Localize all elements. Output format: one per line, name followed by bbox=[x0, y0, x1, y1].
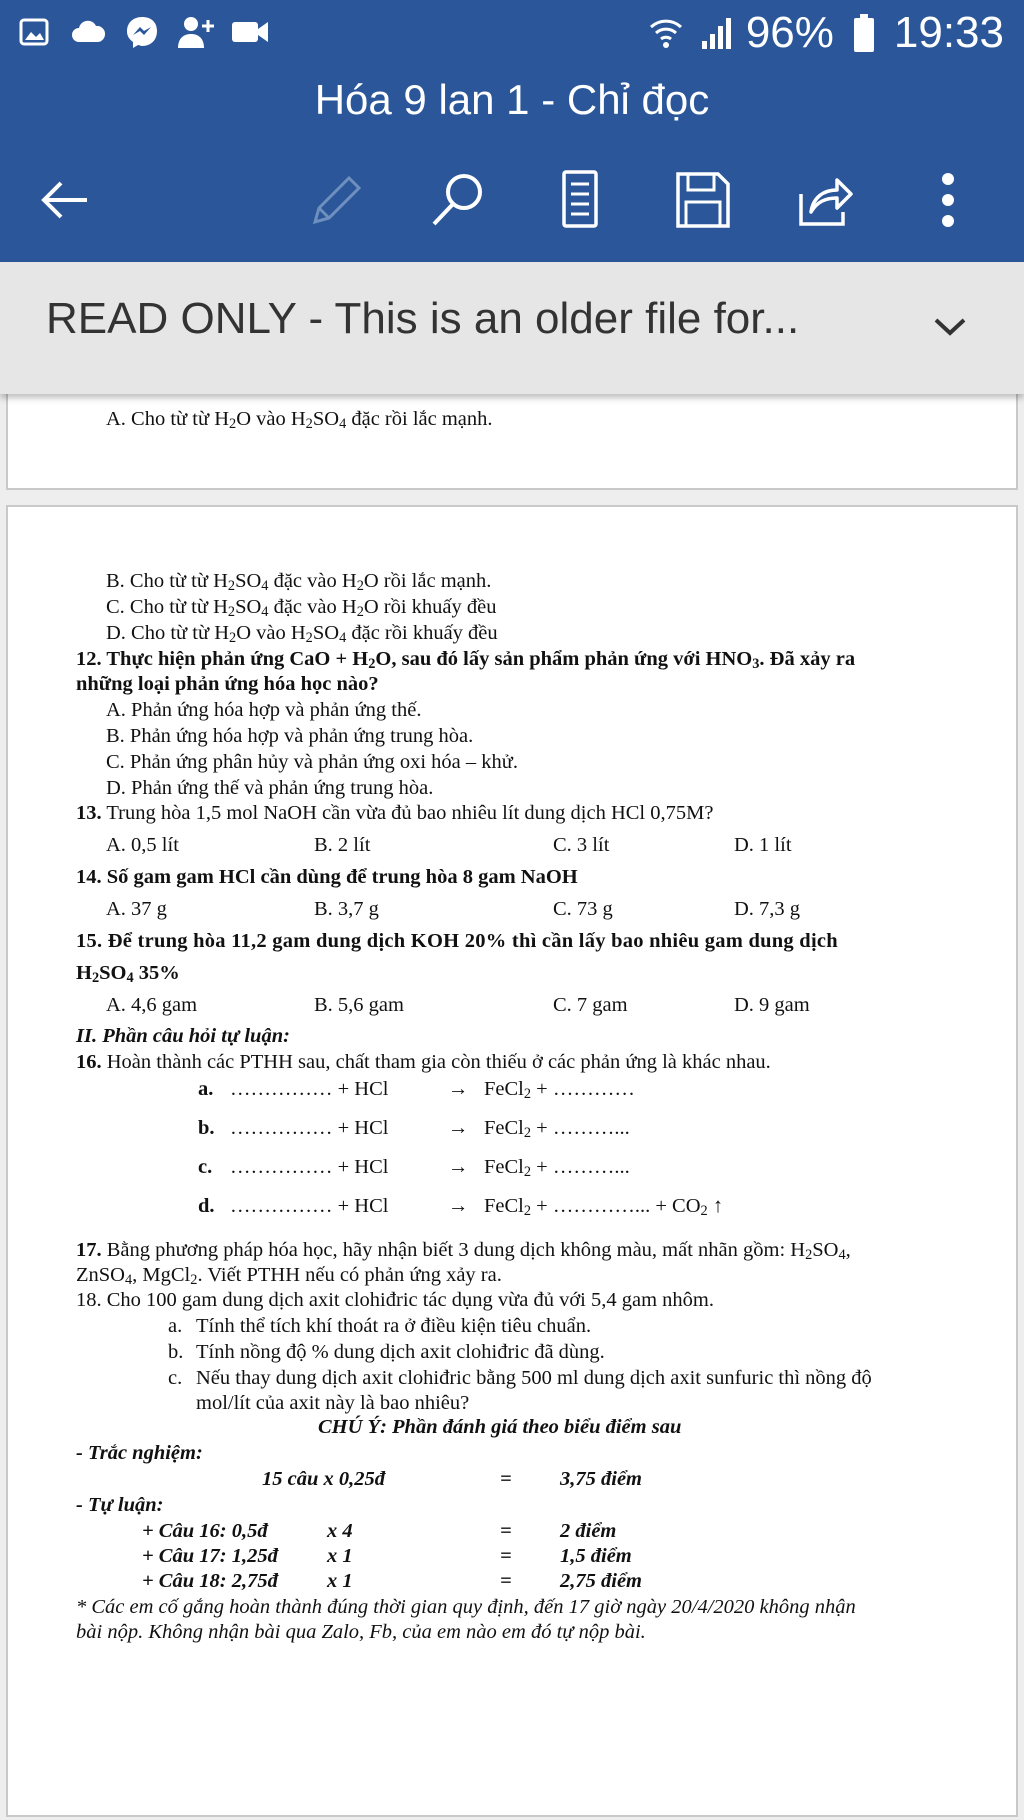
cloud-icon bbox=[68, 12, 108, 52]
q18-part-b: Tính nồng độ % dung dịch axit clohiđric đã dùng. bbox=[196, 1341, 605, 1363]
edit-button[interactable] bbox=[295, 160, 375, 240]
q13-text: 13. Trung hòa 1,5 mol NaOH cần vừa đủ bao nhiêu lít dung dịch HCl 0,75M? bbox=[76, 802, 714, 824]
battery-icon bbox=[844, 13, 884, 53]
q16-row-b: b. …………… + HCl → FeCl$_2$ + ………... bbox=[198, 1117, 630, 1141]
app-header bbox=[0, 0, 1024, 262]
q18-part-a-label: a. bbox=[168, 1315, 183, 1337]
q15-option-a: A. 4,6 gam bbox=[106, 994, 198, 1016]
pencil-icon bbox=[303, 168, 367, 232]
essay-row-q17: + Câu 17: 1,25đ x 1 = 1,5 điểm bbox=[142, 1545, 632, 1567]
q12-text-line2: những loại phản ứng hóa học nào? bbox=[76, 673, 379, 695]
q18-part-c-line1: Nếu thay dung dịch axit clohiđric bằng 500 ml dung dịch axit sunfuric thì nồng độ bbox=[196, 1367, 872, 1389]
multiple-choice-calc: 15 câu x 0,25đ bbox=[262, 1468, 385, 1490]
battery-percent: 96% bbox=[745, 8, 834, 57]
save-icon bbox=[670, 168, 734, 232]
q16-row-d: d. …………… + HCl → FeCl$_2$ + …………... + $CO_2$ ↑ bbox=[198, 1195, 724, 1219]
q17-text-line1: 17. Bằng phương pháp hóa học, hãy nhận biết 3 dung dịch không màu, mất nhãn gồm: $H_2SO_4$, bbox=[76, 1239, 851, 1263]
wifi-icon bbox=[646, 13, 686, 53]
messenger-icon bbox=[122, 12, 162, 52]
save-button[interactable] bbox=[662, 160, 742, 240]
q18-part-b-label: b. bbox=[168, 1341, 184, 1363]
q15-option-d: D. 9 gam bbox=[734, 994, 810, 1016]
q14-option-b: B. 3,7 g bbox=[314, 898, 379, 920]
q18-part-a: Tính thể tích khí thoát ra ở điều kiện tiêu chuẩn. bbox=[196, 1315, 592, 1337]
q13-option-c: C. 3 lít bbox=[553, 834, 610, 856]
multiple-choice-label: - Trắc nghiệm: bbox=[76, 1442, 203, 1464]
q16-row-c: c. …………… + HCl → FeCl$_2$ + ………... bbox=[198, 1156, 630, 1180]
more-options-button[interactable] bbox=[908, 160, 988, 240]
search-icon bbox=[426, 168, 490, 232]
q14-option-d: D. 7,3 g bbox=[734, 898, 801, 920]
q11-option-c: C. Cho từ từ $H_2SO_4$ đặc vào $H_2O$ rồi khuấy đều bbox=[106, 596, 497, 620]
q15-option-b: B. 5,6 gam bbox=[314, 994, 404, 1016]
q16-row-a: a. …………… + HCl → FeCl$_2$ + ………… bbox=[198, 1078, 635, 1102]
q11-option-a: A. Cho từ từ $H_2O$ vào $H_2SO_4$ đặc rồi lắc mạnh. bbox=[106, 408, 493, 432]
q15-option-c: C. 7 gam bbox=[553, 994, 628, 1016]
q14-option-c: C. 73 g bbox=[553, 898, 613, 920]
back-button[interactable] bbox=[25, 160, 105, 240]
q13-option-d: D. 1 lít bbox=[734, 834, 792, 856]
grading-note-title: CHÚ Ý: Phần đánh giá theo biểu điểm sau bbox=[318, 1416, 682, 1438]
essay-row-q16: + Câu 16: 0,5đ x 4 = 2 điểm bbox=[142, 1520, 617, 1542]
q12-option-c: C. Phản ứng phân hủy và phản ứng oxi hóa – khử. bbox=[106, 751, 518, 773]
footer-note-line1: * Các em cố gắng hoàn thành đúng thời gian quy định, đến 17 giờ ngày 20/4/2020 không nhận bbox=[76, 1596, 856, 1618]
share-icon bbox=[793, 168, 857, 232]
q12-option-a: A. Phản ứng hóa hợp và phản ứng thế. bbox=[106, 699, 422, 721]
toolbar bbox=[0, 150, 1024, 250]
q12-option-d: D. Phản ứng thế và phản ứng trung hòa. bbox=[106, 777, 434, 799]
video-call-icon bbox=[230, 12, 270, 52]
multiple-choice-total: 3,75 điểm bbox=[560, 1468, 642, 1490]
q11-option-d: D. Cho từ từ $H_2O$ vào $H_2SO_4$ đặc rồi khuấy đều bbox=[106, 622, 498, 646]
banner-text: READ ONLY - This is an older file for... bbox=[46, 294, 800, 343]
q12-text-line1: 12. Thực hiện phản ứng CaO + $H_2O$, sau đó lấy sản phẩm phản ứng với $HNO_3$. Đã xảy ra bbox=[76, 648, 856, 672]
back-arrow-icon bbox=[35, 170, 95, 230]
q18-part-c-line2: mol/lít của axit này là bao nhiêu? bbox=[196, 1392, 470, 1414]
q18-text: 18. Cho 100 gam dung dịch axit clohiđric tác dụng vừa đủ với 5,4 gam nhôm. bbox=[76, 1289, 714, 1311]
document-title: Hóa 9 lan 1 - Chỉ đọc bbox=[314, 76, 710, 123]
read-only-banner[interactable] bbox=[0, 262, 1024, 394]
clock: 19:33 bbox=[893, 8, 1004, 57]
q13-option-a: A. 0,5 lít bbox=[106, 834, 179, 856]
q14-option-a: A. 37 g bbox=[106, 898, 167, 920]
document-view-icon bbox=[550, 168, 610, 232]
q16-text: 16. Hoàn thành các PTHH sau, chất tham gia còn thiếu ở các phản ứng là khác nhau. bbox=[76, 1051, 771, 1073]
share-button[interactable] bbox=[785, 160, 865, 240]
multiple-choice-equals: = bbox=[500, 1468, 512, 1490]
more-vertical-icon bbox=[933, 170, 963, 230]
q11-option-b: B. Cho từ từ $H_2SO_4$ đặc vào $H_2O$ rồi lắc mạnh. bbox=[106, 570, 492, 594]
footer-note-line2: bài nộp. Không nhận bài qua Zalo, Fb, của em nào em đó tự nộp bài. bbox=[76, 1621, 646, 1643]
essay-row-q18: + Câu 18: 2,75đ x 1 = 2,75 điểm bbox=[142, 1570, 642, 1592]
q14-text: 14. Số gam gam HCl cần dùng để trung hòa 8 gam NaOH bbox=[76, 866, 578, 888]
status-bar bbox=[0, 0, 1024, 70]
q15-text-line1: 15. Để trung hòa 11,2 gam dung dịch KOH 20% thì cần lấy bao nhiêu gam dung dịch bbox=[76, 930, 838, 952]
section-2-heading: II. Phần câu hỏi tự luận: bbox=[76, 1025, 290, 1047]
document-page-1 bbox=[6, 380, 1018, 490]
signal-icon bbox=[696, 13, 736, 53]
search-button[interactable] bbox=[418, 160, 498, 240]
add-contact-icon bbox=[176, 12, 216, 52]
essay-label: - Tự luận: bbox=[76, 1494, 164, 1516]
q12-option-b: B. Phản ứng hóa hợp và phản ứng trung hòa. bbox=[106, 725, 474, 747]
gallery-icon bbox=[14, 12, 54, 52]
q13-option-b: B. 2 lít bbox=[314, 834, 371, 856]
q18-part-c-label: c. bbox=[168, 1367, 183, 1389]
reading-view-button[interactable] bbox=[540, 160, 620, 240]
q17-text-line2: ZnSO$_4$, MgCl$_2$. Viết PTHH nếu có phản ứng xảy ra. bbox=[76, 1264, 502, 1288]
document-page-2 bbox=[6, 505, 1018, 1817]
q15-text-line2: $H_2SO_4$ 35% bbox=[76, 962, 180, 986]
chevron-down-icon[interactable] bbox=[926, 302, 974, 350]
